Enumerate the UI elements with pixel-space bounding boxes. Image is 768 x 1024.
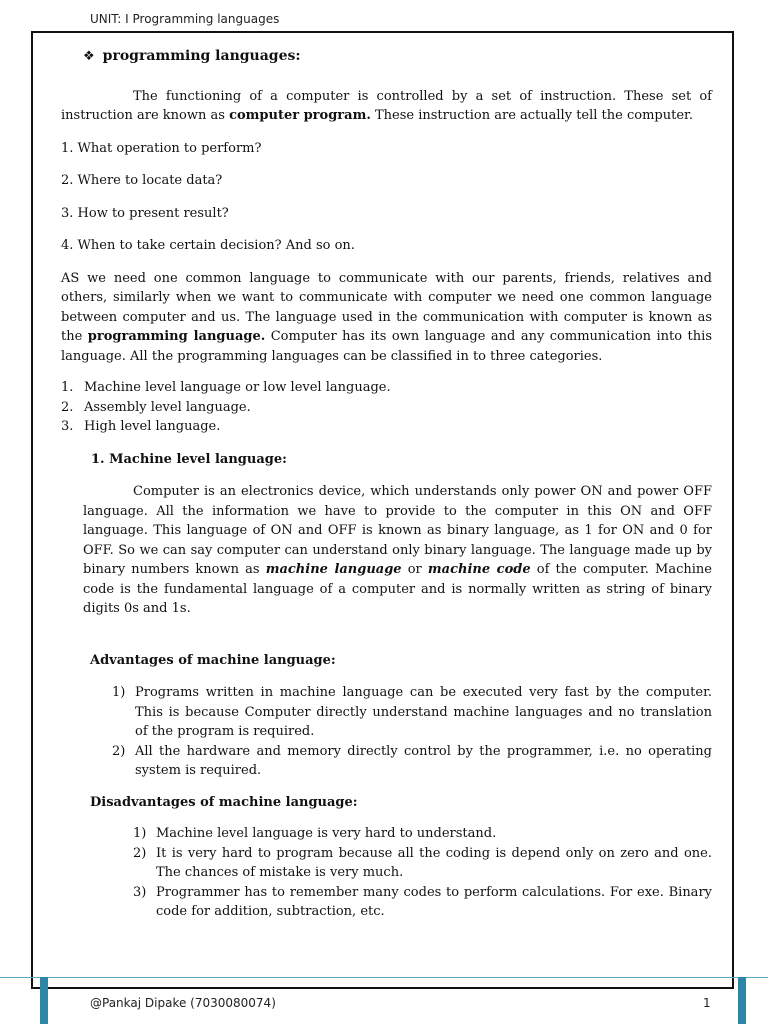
category-item [61,398,712,418]
question-item: 1. What operation to perform? [61,140,262,156]
machine-text-mid: or [401,562,428,577]
advantages-heading: Advantages of machine language: [90,652,336,668]
footer-accent-bar-right [738,977,746,1024]
disadvantages-heading: Disadvantages of machine language: [90,794,358,810]
category-list [61,378,712,437]
machine-emphasis: machine code [427,562,531,577]
category-item [61,417,712,437]
document-body [61,44,712,922]
footer-author: @Pankaj Dipake (7030080074) [90,996,276,1010]
intro-bold: computer program. [229,108,371,123]
category-text: High level language. [84,419,221,434]
machine-emphasis: machine language [265,562,402,577]
intro-text-end: These instruction are actually tell the computer. [370,108,693,123]
language-bold: programming language. [87,329,266,344]
advantage-number: 1) [112,685,126,700]
category-number: 2. [61,399,74,415]
category-item [61,378,712,398]
machine-heading: 1. Machine level language: [91,451,287,467]
language-text: AS we need one common language to communicate with our parents, friends, relatives and others, similarly when we want to communicate with computer we need one common language between computer and us. The language used in the communication with computer is known as the [61,270,712,344]
disadvantage-number: 1) [133,826,147,841]
machine-text-end: of the computer. Machine code is the fundamental language of a computer and is normally written as string of binary digits 0s and 1s. [83,562,712,616]
advantage-text: All the hardware and memory directly control by the programmer, i.e. no operating system is required. [135,743,712,778]
category-number: 3. [61,419,74,434]
disadvantage-text: Machine level language is very hard to understand. [156,826,497,841]
footer-accent-bar-left [40,977,48,1024]
advantage-text: Programs written in machine language can be executed very fast by the computer. This is because Computer directly understand machine languages and no translation of the program is required. [135,685,712,739]
disadvantage-item [133,844,712,883]
disadvantages-list [133,824,712,922]
page-number: 1 [703,996,711,1010]
advantage-item [112,742,712,781]
machine-text: Computer is an electronics device, which understands only power ON and power OFF language. All the information we have to provide to the computer in this ON and OFF language. This language of ON and OFF is known as binary language, as 1 for ON and 0 for OFF. So we can say computer can understand only binary language. The language made up by binary numbers known as [83,484,712,577]
page-header: UNIT: I Programming languages [90,12,280,26]
advantage-number: 2) [112,743,126,759]
machine-paragraph [83,482,712,619]
disadvantage-text: Programmer has to remember many codes to perform calculations. For exe. Binary code for addition, subtraction, etc. [156,884,712,919]
section-title [83,47,712,67]
intro-paragraph [61,87,712,126]
category-number: 1. [61,380,74,395]
language-text-end: Computer has its own language and any communication into this language. All the programming languages can be classified in to three categories. [61,329,712,364]
disadvantage-number: 2) [133,845,147,861]
advantage-item [112,683,712,742]
category-text: Machine level language or low level language. [84,380,391,395]
disadvantage-text: It is very hard to program because all the coding is depend only on zero and one. The chances of mistake is very much. [156,845,712,880]
language-paragraph [61,269,712,367]
disadvantage-number: 3) [133,884,147,900]
question-list [61,139,712,256]
intro-text: The functioning of a computer is controlled by a set of instruction. These set of instruction are known as [61,88,712,123]
disadvantage-item [133,824,712,844]
diamond-bullet-icon: ❖ [83,49,95,64]
question-item: 4. When to take certain decision? And so on. [61,238,355,253]
question-item: 2. Where to locate data? [61,173,223,188]
section-title-text: programming languages: [102,48,301,64]
footer-rule [0,977,768,978]
disadvantage-item [133,883,712,922]
advantages-list [112,683,712,781]
question-item: 3. How to present result? [61,205,229,221]
category-text: Assembly level language. [84,399,251,415]
